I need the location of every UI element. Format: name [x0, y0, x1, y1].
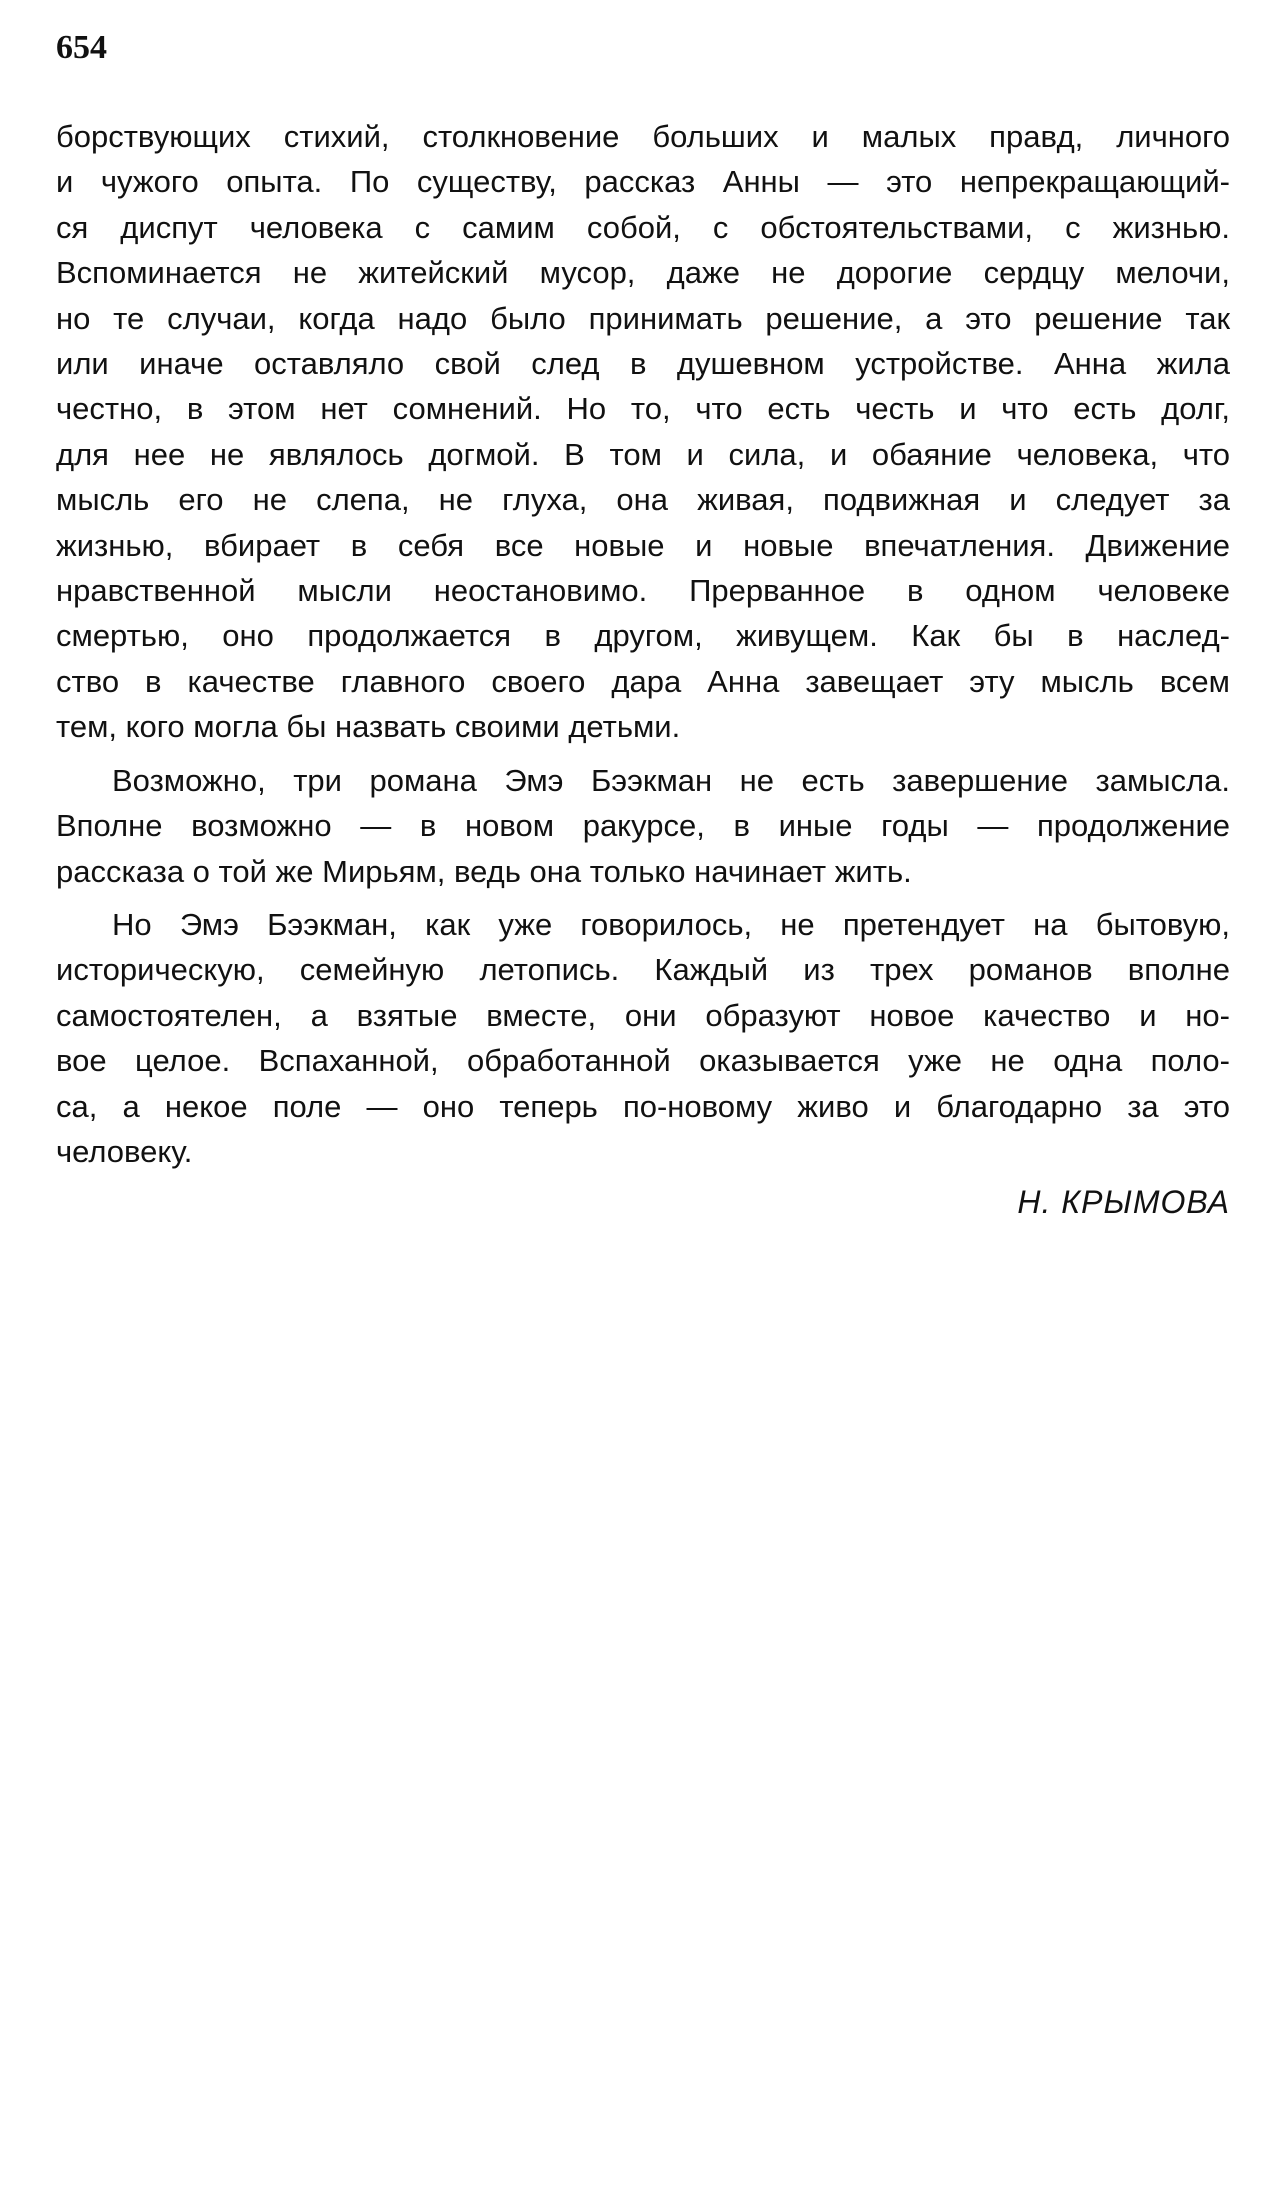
text-line: человеку. [56, 1133, 193, 1169]
page-number: 654 [56, 29, 107, 66]
text-line: Вполне возможно — в новом ракурсе, в иные годы — продолжение [56, 808, 1230, 844]
paragraph-1 [56, 114, 1230, 750]
text-line: для нее не являлось догмой. В том и сила, и обаяние человека, что [56, 436, 1230, 472]
text-line: тем, кого могла бы назвать своими детьми. [56, 709, 681, 745]
paragraph-2 [56, 758, 1230, 894]
text-line: са, а некое поле — оно теперь по-новому живо и благодарно за это [56, 1088, 1230, 1124]
paragraph-3 [56, 902, 1230, 1174]
text-line: Вспоминается не житейский мусор, даже не дорогие сердцу мелочи, [56, 255, 1230, 291]
text-line: нравственной мысли неостановимо. Прерванное в одном человеке [56, 573, 1230, 609]
text-line: Но Эмэ Бээкман, как уже говорилось, не претендует на бытовую, [112, 906, 1230, 942]
text-line: Возможно, три романа Эмэ Бээкман не есть завершение замысла. [112, 762, 1230, 798]
text-line: рассказа о той же Мирьям, ведь она только начинает жить. [56, 853, 912, 889]
text-line: жизнью, вбирает в себя все новые и новые впечатления. Движение [56, 527, 1230, 563]
article-text [56, 114, 1230, 1182]
text-line: ся диспут человека с самим собой, с обстоятельствами, с жизнью. [56, 209, 1230, 245]
text-line: или иначе оставляло свой след в душевном устройстве. Анна жила [56, 346, 1230, 382]
text-line: и чужого опыта. По существу, рассказ Анны — это непрекращающий- [56, 164, 1230, 200]
text-line: честно, в этом нет сомнений. Но то, что есть честь и что есть долг, [56, 391, 1230, 427]
text-line: но те случаи, когда надо было принимать решение, а это решение так [56, 300, 1230, 336]
text-line: ство в качестве главного своего дара Анна завещает эту мысль всем [56, 663, 1230, 699]
text-line: самостоятелен, а взятые вместе, они образуют новое качество и но- [56, 997, 1230, 1033]
text-line: мысль его не слепа, не глуха, она живая, подвижная и следует за [56, 482, 1230, 518]
text-line: историческую, семейную летопись. Каждый из трех романов вполне [56, 952, 1230, 988]
text-line: смертью, оно продолжается в другом, живущем. Как бы в наслед- [56, 618, 1230, 654]
text-line: борствующих стихий, столкновение больших и малых правд, личного [56, 119, 1230, 154]
text-line: вое целое. Вспаханной, обработанной оказывается уже не одна поло- [56, 1043, 1230, 1079]
author-signature: Н. КРЫМОВА [1017, 1184, 1230, 1220]
